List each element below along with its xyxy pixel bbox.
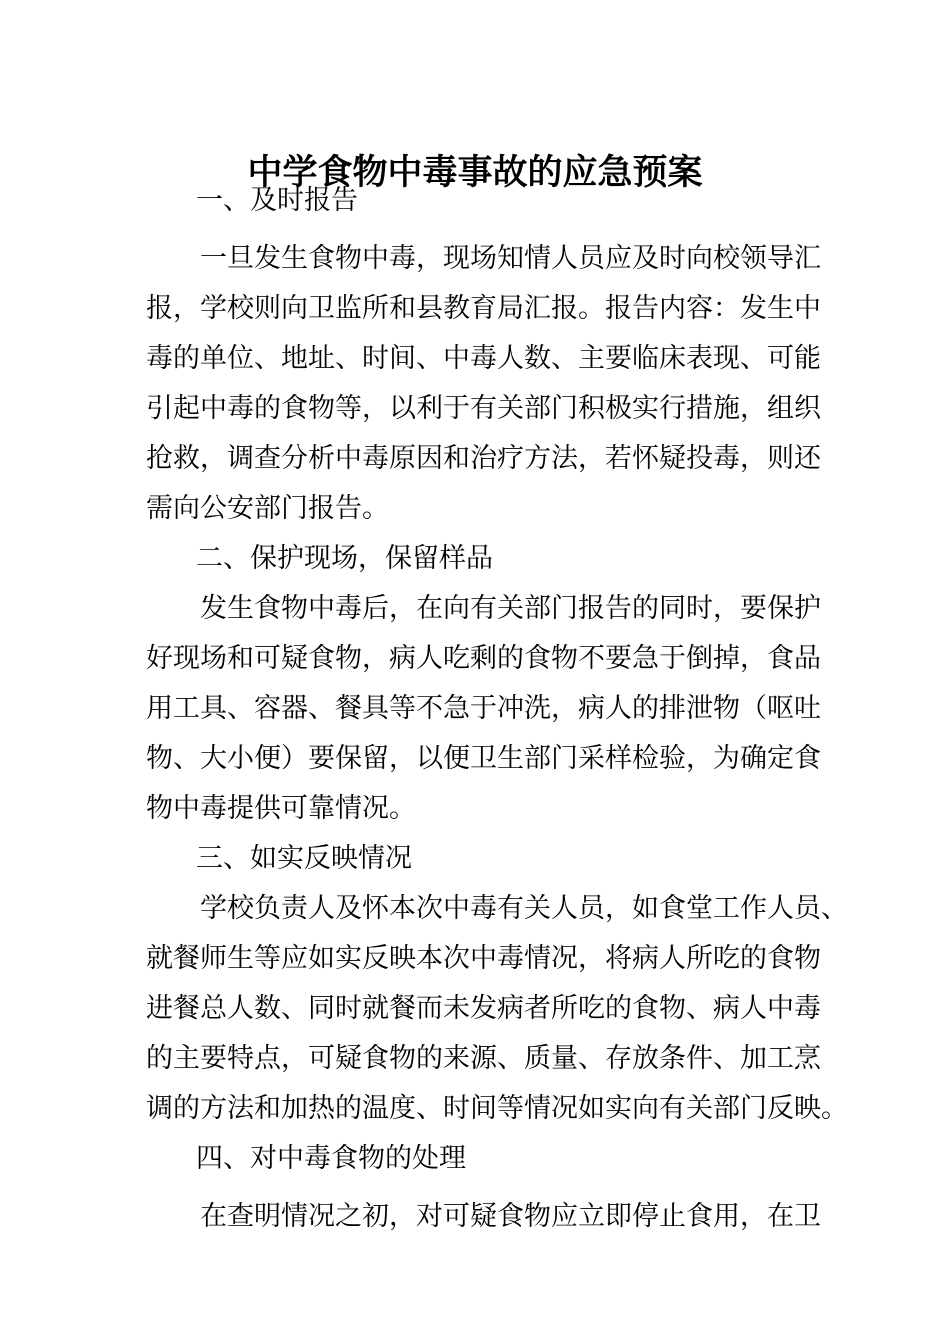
section-paragraph-2 [146,584,826,834]
section-heading-2: 二、保护现场，保留样品 [196,543,493,574]
paragraph-line: 引起中毒的食物等，以利于有关部门积极实行措施，组织 [146,393,821,424]
paragraph-line: 物中毒提供可靠情况。 [146,793,416,824]
section-paragraph-3 [146,884,848,1134]
paragraph-line: 报，学校则向卫监所和县教育局汇报。报告内容：发生中 [146,293,821,324]
paragraph-line: 抢救，调查分析中毒原因和治疗方法，若怀疑投毒，则还 [146,443,821,474]
paragraph-line: 发生食物中毒后，在向有关部门报告的同时，要保护 [200,593,821,624]
paragraph-line: 调的方法和加热的温度、时间等情况如实向有关部门反映。 [146,1093,848,1124]
paragraph-line: 毒的单位、地址、时间、中毒人数、主要临床表现、可能 [146,343,821,374]
section-heading-1: 一、及时报告 [196,185,358,216]
paragraph-line: 进餐总人数、同时就餐而未发病者所吃的食物、病人中毒 [146,993,821,1024]
paragraph-line: 用工具、容器、餐具等不急于冲洗，病人的排泄物（呕吐 [146,693,821,724]
paragraph-line: 就餐师生等应如实反映本次中毒情况，将病人所吃的食物 [146,943,821,974]
section-heading-4: 四、对中毒食物的处理 [196,1143,466,1174]
paragraph-line: 一旦发生食物中毒，现场知情人员应及时向校领导汇 [200,243,821,274]
paragraph-line: 的主要特点，可疑食物的来源、质量、存放条件、加工烹 [146,1043,821,1074]
paragraph-line: 物、大小便）要保留，以便卫生部门采样检验，为确定食 [146,743,821,774]
document-title: 中学食物中毒事故的应急预案 [247,153,703,194]
section-paragraph-4 [146,1192,826,1242]
document-body [146,176,848,1242]
paragraph-line: 需向公安部门报告。 [146,493,389,524]
paragraph-line: 在查明情况之初，对可疑食物应立即停止食用，在卫 [200,1201,821,1232]
paragraph-line: 好现场和可疑食物，病人吃剩的食物不要急于倒掉，食品 [146,643,821,674]
section-paragraph-1 [146,234,826,534]
paragraph-line: 学校负责人及怀本次中毒有关人员，如食堂工作人员、 [200,893,848,924]
section-heading-3: 三、如实反映情况 [196,843,412,874]
